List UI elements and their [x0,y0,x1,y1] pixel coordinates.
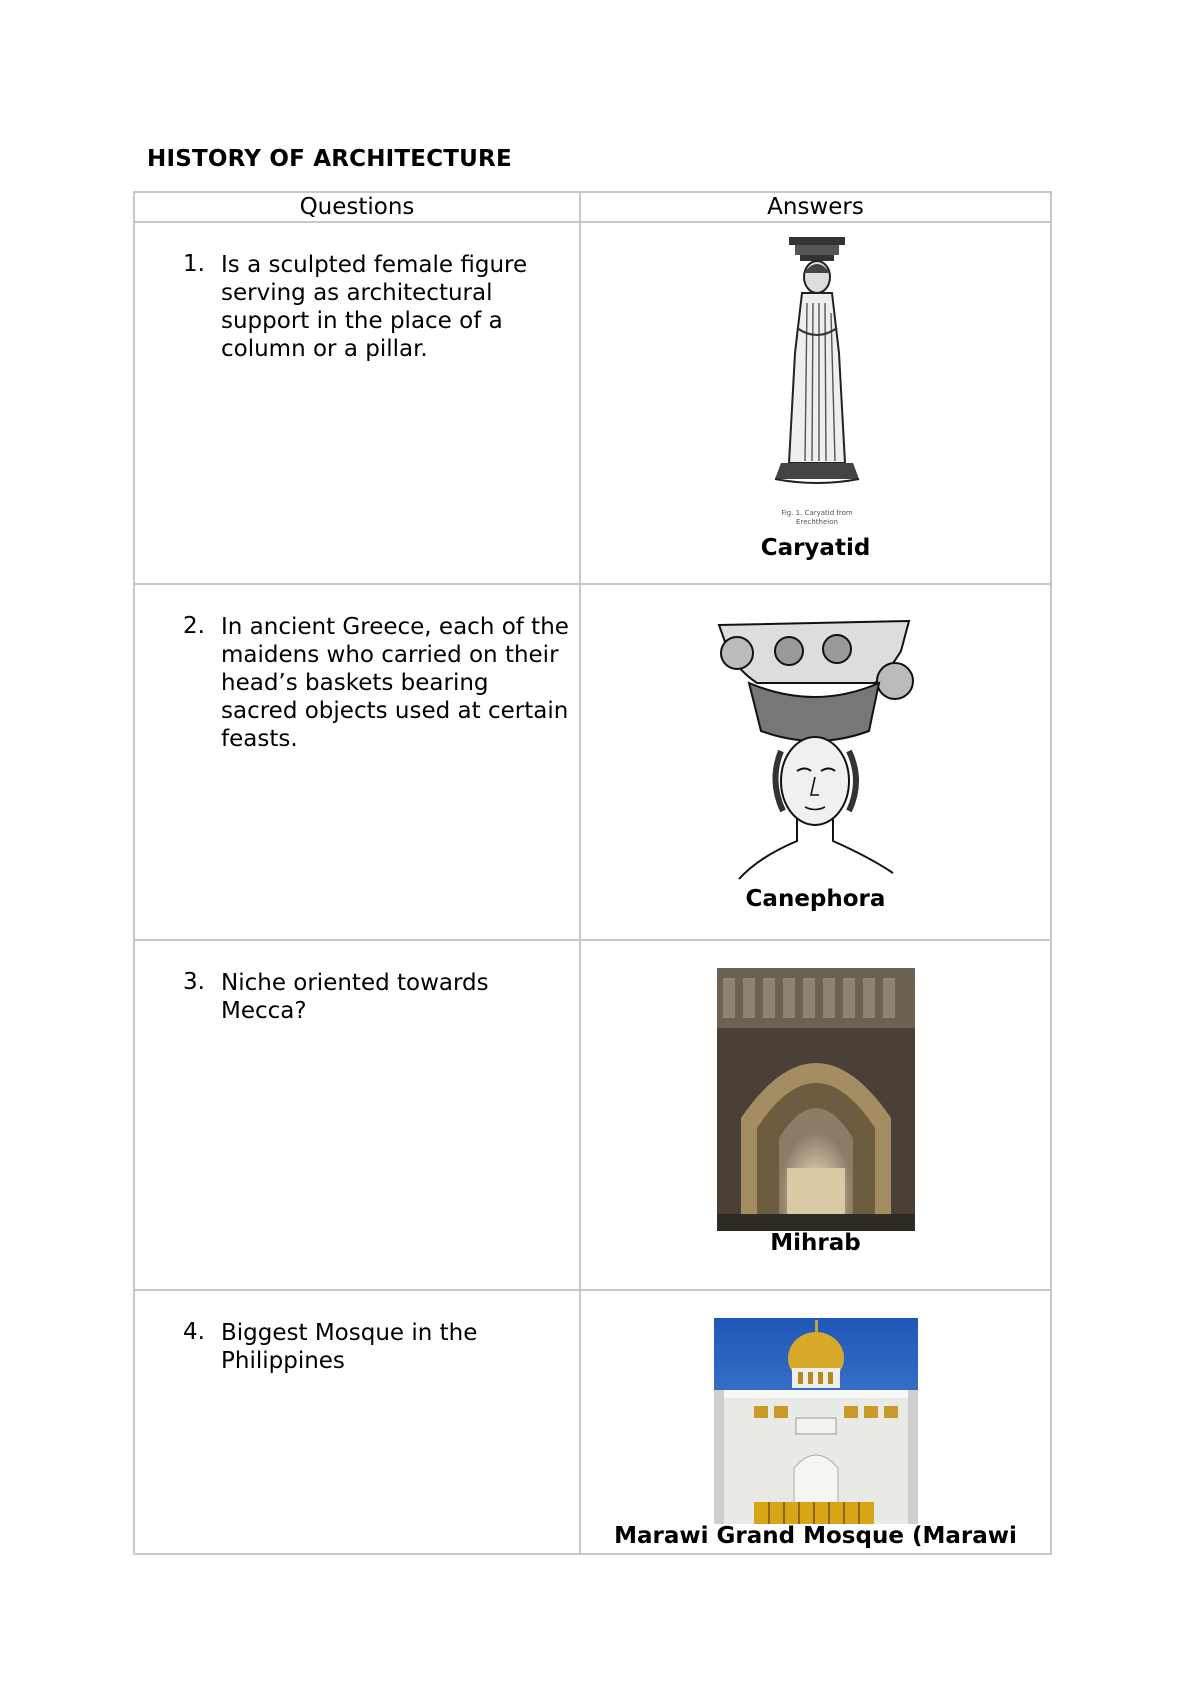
question-cell [134,940,580,1290]
mihrab-image [717,968,915,1231]
answer-label: Canephora [745,886,886,912]
answer-cell [580,222,1051,584]
answer-label: Marawi Grand Mosque (Marawi [614,1523,1017,1549]
question-cell [134,1290,580,1554]
question-cell [134,222,580,584]
question-text: Niche oriented towards Mecca? [221,970,489,1024]
answer-cell [580,940,1051,1290]
answer-cell [580,584,1051,940]
document-title: HISTORY OF ARCHITECTURE [147,146,512,172]
question-number: 2. [183,613,205,639]
table-row [134,584,1051,940]
question-cell [134,584,580,940]
caryatid-image [767,233,867,503]
question-number: 1. [183,251,205,277]
answer-label: Caryatid [760,535,871,561]
header-row [134,192,1051,222]
question-text: Biggest Mosque in the Philippines [221,1320,478,1374]
answer-cell [580,1290,1051,1554]
table-row [134,1290,1051,1554]
question-text: In ancient Greece, each of the maidens who carried on their head’s baskets bearing sacred objects used at certain feasts. [221,614,569,752]
table-row [134,222,1051,584]
table-row [134,940,1051,1290]
canephora-image [709,611,923,883]
image-caption: Fig. 1. Caryatid from Erechtheion [781,509,853,526]
answers-header: Answers [580,192,1051,222]
question-text: Is a sculpted female figure serving as architectural support in the place of a column or a pillar. [221,252,528,362]
question-number: 3. [183,969,205,995]
answer-label: Mihrab [770,1230,861,1256]
qa-table [133,191,1052,1555]
question-number: 4. [183,1319,205,1345]
marawi-mosque-image [714,1318,918,1524]
questions-header: Questions [134,192,580,222]
